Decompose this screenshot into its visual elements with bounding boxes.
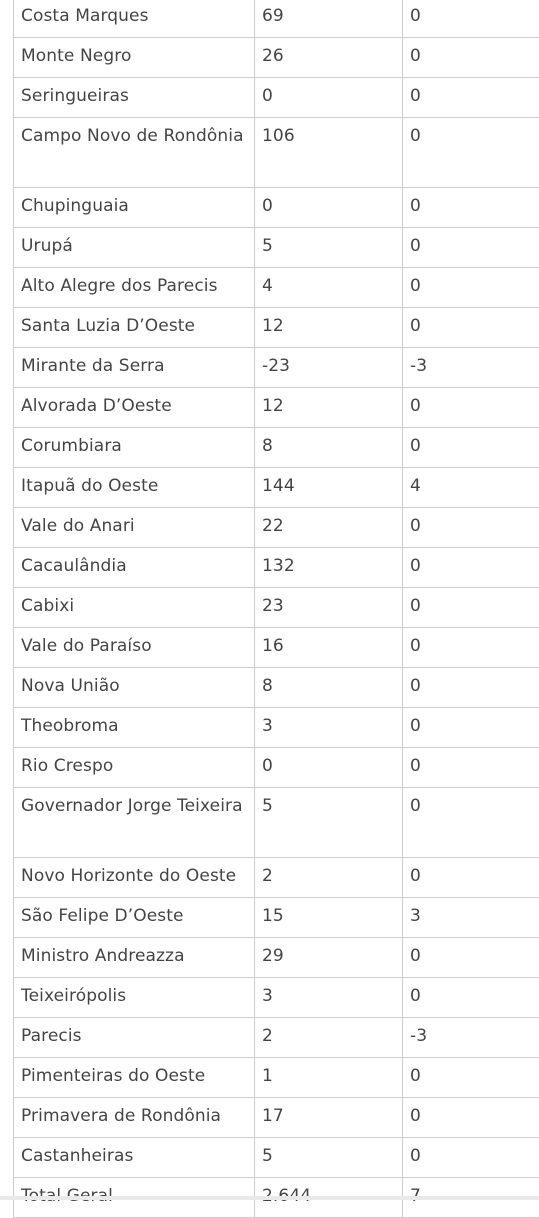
table-body [14, 0, 539, 1218]
value-cell: 1 [255, 1058, 403, 1098]
municipality-cell: Alto Alegre dos Parecis [14, 268, 255, 308]
municipality-cell: São Felipe D’Oeste [14, 898, 255, 938]
value-cell: 144 [255, 468, 403, 508]
value-cell: 8 [255, 668, 403, 708]
table-row [14, 508, 539, 548]
municipality-cell: Cacaulândia [14, 548, 255, 588]
secondary-value-cell: 0 [403, 38, 539, 78]
municipality-cell: Costa Marques [14, 0, 255, 38]
value-cell: 17 [255, 1098, 403, 1138]
value-cell: 16 [255, 628, 403, 668]
value-cell: 12 [255, 388, 403, 428]
value-cell: 132 [255, 548, 403, 588]
secondary-value-cell: 4 [403, 468, 539, 508]
municipality-cell: Urupá [14, 228, 255, 268]
secondary-value-cell: 0 [403, 858, 539, 898]
municipality-cell: Monte Negro [14, 38, 255, 78]
municipality-cell: Cabixi [14, 588, 255, 628]
value-cell: 2 [255, 858, 403, 898]
value-cell: 5 [255, 1138, 403, 1178]
value-cell: 12 [255, 308, 403, 348]
table-row [14, 708, 539, 748]
secondary-value-cell: 0 [403, 118, 539, 188]
municipality-cell: Campo Novo de Rondônia [14, 118, 255, 188]
table-row [14, 188, 539, 228]
municipality-cell: Seringueiras [14, 78, 255, 118]
municipality-cell: Teixeirópolis [14, 978, 255, 1018]
table-row [14, 38, 539, 78]
table-row [14, 78, 539, 118]
secondary-value-cell: 0 [403, 788, 539, 858]
municipality-cell: Ministro Andreazza [14, 938, 255, 978]
table-row [14, 118, 539, 188]
secondary-value-cell: 0 [403, 1058, 539, 1098]
secondary-value-cell: 0 [403, 708, 539, 748]
municipality-cell: Santa Luzia D’Oeste [14, 308, 255, 348]
table-row [14, 308, 539, 348]
secondary-value-cell: 0 [403, 978, 539, 1018]
municipality-cell: Governador Jorge Teixeira [14, 788, 255, 858]
table-row [14, 1138, 539, 1178]
value-cell: 3 [255, 708, 403, 748]
table-row [14, 858, 539, 898]
secondary-value-cell: 0 [403, 78, 539, 118]
secondary-value-cell: 0 [403, 268, 539, 308]
secondary-value-cell: 0 [403, 588, 539, 628]
data-table-container [13, 0, 539, 1218]
municipality-cell: Theobroma [14, 708, 255, 748]
secondary-value-cell: 0 [403, 548, 539, 588]
municipality-cell: Itapuã do Oeste [14, 468, 255, 508]
secondary-value-cell: 3 [403, 898, 539, 938]
municipality-cell: Nova União [14, 668, 255, 708]
municipality-cell: Corumbiara [14, 428, 255, 468]
value-cell: 2 [255, 1018, 403, 1058]
value-cell: 23 [255, 588, 403, 628]
secondary-value-cell: 0 [403, 1098, 539, 1138]
value-cell: 15 [255, 898, 403, 938]
value-cell: 8 [255, 428, 403, 468]
secondary-value-cell: 0 [403, 1138, 539, 1178]
secondary-value-cell: 0 [403, 428, 539, 468]
value-cell: 0 [255, 78, 403, 118]
table-row [14, 428, 539, 468]
municipality-cell: Rio Crespo [14, 748, 255, 788]
secondary-value-cell: 0 [403, 938, 539, 978]
secondary-value-cell: 0 [403, 628, 539, 668]
table-row [14, 668, 539, 708]
value-cell: 26 [255, 38, 403, 78]
secondary-value-cell: 0 [403, 308, 539, 348]
table-row [14, 1058, 539, 1098]
table-row [14, 748, 539, 788]
value-cell: 106 [255, 118, 403, 188]
municipality-cell: Chupinguaia [14, 188, 255, 228]
municipality-cell: Mirante da Serra [14, 348, 255, 388]
value-cell: 0 [255, 748, 403, 788]
table-row [14, 978, 539, 1018]
secondary-value-cell: 0 [403, 508, 539, 548]
municipality-cell: Parecis [14, 1018, 255, 1058]
secondary-value-cell: -3 [403, 348, 539, 388]
table-row [14, 898, 539, 938]
bottom-divider [0, 1196, 539, 1200]
municipality-cell: Alvorada D’Oeste [14, 388, 255, 428]
table-row [14, 1098, 539, 1138]
table-row [14, 388, 539, 428]
municipality-table [13, 0, 539, 1218]
municipality-cell: Pimenteiras do Oeste [14, 1058, 255, 1098]
value-cell: 5 [255, 228, 403, 268]
table-row [14, 788, 539, 858]
table-row [14, 348, 539, 388]
value-cell: 4 [255, 268, 403, 308]
table-row [14, 1018, 539, 1058]
value-cell: 69 [255, 0, 403, 38]
secondary-value-cell: -3 [403, 1018, 539, 1058]
secondary-value-cell: 0 [403, 388, 539, 428]
table-row [14, 228, 539, 268]
table-row [14, 268, 539, 308]
table-row [14, 0, 539, 38]
secondary-value-cell: 0 [403, 748, 539, 788]
table-row [14, 588, 539, 628]
table-row [14, 938, 539, 978]
municipality-cell: Primavera de Rondônia [14, 1098, 255, 1138]
value-cell: -23 [255, 348, 403, 388]
table-row [14, 548, 539, 588]
municipality-cell: Vale do Anari [14, 508, 255, 548]
table-row [14, 468, 539, 508]
secondary-value-cell: 0 [403, 228, 539, 268]
municipality-cell: Novo Horizonte do Oeste [14, 858, 255, 898]
value-cell: 5 [255, 788, 403, 858]
secondary-value-cell: 0 [403, 0, 539, 38]
table-row [14, 628, 539, 668]
value-cell: 0 [255, 188, 403, 228]
secondary-value-cell: 0 [403, 188, 539, 228]
municipality-cell: Castanheiras [14, 1138, 255, 1178]
secondary-value-cell: 0 [403, 668, 539, 708]
municipality-cell: Vale do Paraíso [14, 628, 255, 668]
value-cell: 22 [255, 508, 403, 548]
value-cell: 29 [255, 938, 403, 978]
value-cell: 3 [255, 978, 403, 1018]
